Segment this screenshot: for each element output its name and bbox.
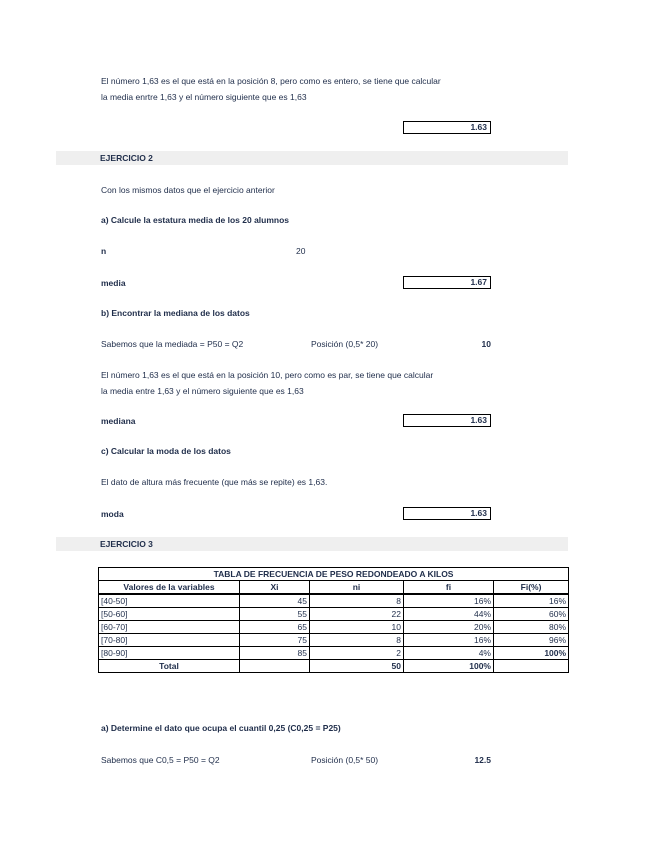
n-label: n bbox=[101, 246, 107, 256]
ej2-b-title: b) Encontrar la mediana de los datos bbox=[101, 308, 250, 318]
table-cell: 55 bbox=[240, 608, 310, 621]
table-cell: 80% bbox=[494, 621, 569, 634]
table-cell: 75 bbox=[240, 634, 310, 647]
moda-label: moda bbox=[101, 509, 124, 519]
table-cell: [80-90] bbox=[99, 647, 240, 660]
intro-result-box: 1.63 bbox=[403, 121, 491, 134]
table-cell: 16% bbox=[494, 594, 569, 608]
table-cell: 8 bbox=[310, 634, 404, 647]
intro-line-2: la media enrtre 1,63 y el número siguiente que es 1,63 bbox=[101, 92, 307, 102]
total-label: Total bbox=[99, 660, 240, 673]
total-fi: 100% bbox=[404, 660, 494, 673]
media-label: media bbox=[101, 278, 126, 288]
table-cell: 16% bbox=[404, 634, 494, 647]
table-cell: 20% bbox=[404, 621, 494, 634]
column-header: Valores de la variables bbox=[99, 581, 240, 595]
table-cell: [40-50] bbox=[99, 594, 240, 608]
media-result-box: 1.67 bbox=[403, 276, 491, 289]
ej2-b-text: Sabemos que la mediada = P50 = Q2 bbox=[101, 339, 244, 349]
table-cell: 2 bbox=[310, 647, 404, 660]
column-header: Xi bbox=[240, 581, 310, 595]
ej2-b-position-value: 10 bbox=[481, 339, 491, 349]
column-header: fi bbox=[404, 581, 494, 595]
moda-result-box: 1.63 bbox=[403, 507, 491, 520]
table-cell: 8 bbox=[310, 594, 404, 608]
table-cell: 85 bbox=[240, 647, 310, 660]
intro-line-1: El número 1,63 es el que está en la posición 8, pero como es entero, se tiene que calcular bbox=[101, 76, 441, 86]
table-title: TABLA DE FRECUENCIA DE PESO REDONDEADO A KILOS bbox=[99, 568, 569, 581]
table-cell: 10 bbox=[310, 621, 404, 634]
mediana-result-box: 1.63 bbox=[403, 414, 491, 427]
table-row bbox=[99, 634, 569, 647]
table-row bbox=[99, 621, 569, 634]
table-cell: 60% bbox=[494, 608, 569, 621]
table-cell: 4% bbox=[404, 647, 494, 660]
ej3-a-position-label: Posición (0,5* 50) bbox=[311, 755, 379, 765]
ej2-a-title: a) Calcule la estatura media de los 20 alumnos bbox=[101, 215, 290, 225]
table-cell: 44% bbox=[404, 608, 494, 621]
ej2-b-position-label: Posición (0,5* 20) bbox=[311, 339, 379, 349]
frequency-table bbox=[98, 567, 569, 673]
table-row bbox=[99, 647, 569, 660]
ej3-a-title: a) Determine el dato que ocupa el cuantil 0,25 (C0,25 = P25) bbox=[101, 723, 341, 733]
table-cell: 45 bbox=[240, 594, 310, 608]
table-cell: [70-80] bbox=[99, 634, 240, 647]
ej3-a-position-value: 12.5 bbox=[474, 755, 491, 765]
table-row bbox=[99, 594, 569, 608]
column-header: Fi(%) bbox=[494, 581, 569, 595]
ejercicio-2-header: EJERCICIO 2 bbox=[56, 151, 568, 165]
table-total-row bbox=[99, 660, 569, 673]
table-cell-empty bbox=[494, 660, 569, 673]
table-cell: [60-70] bbox=[99, 621, 240, 634]
ej2-b-line-1: El número 1,63 es el que está en la posición 10, pero como es par, se tiene que calcular bbox=[101, 370, 434, 380]
table-cell-empty bbox=[240, 660, 310, 673]
total-ni: 50 bbox=[310, 660, 404, 673]
table-cell: 22 bbox=[310, 608, 404, 621]
table-cell: 65 bbox=[240, 621, 310, 634]
table-cell: 96% bbox=[494, 634, 569, 647]
ej2-c-text: El dato de altura más frecuente (que más se repite) es 1,63. bbox=[101, 477, 328, 487]
ej2-c-title: c) Calcular la moda de los datos bbox=[101, 446, 231, 456]
n-value: 20 bbox=[296, 246, 306, 256]
table-cell: [50-60] bbox=[99, 608, 240, 621]
mediana-label: mediana bbox=[101, 416, 136, 426]
table-cell: 100% bbox=[494, 647, 569, 660]
ej2-intro-text: Con los mismos datos que el ejercicio anterior bbox=[101, 185, 275, 195]
ejercicio-3-header: EJERCICIO 3 bbox=[56, 537, 568, 551]
ej2-b-line-2: la media entre 1,63 y el número siguiente que es 1,63 bbox=[101, 386, 304, 396]
column-header: ni bbox=[310, 581, 404, 595]
table-row bbox=[99, 608, 569, 621]
table-cell: 16% bbox=[404, 594, 494, 608]
ej3-a-text: Sabemos que C0,5 = P50 = Q2 bbox=[101, 755, 220, 765]
